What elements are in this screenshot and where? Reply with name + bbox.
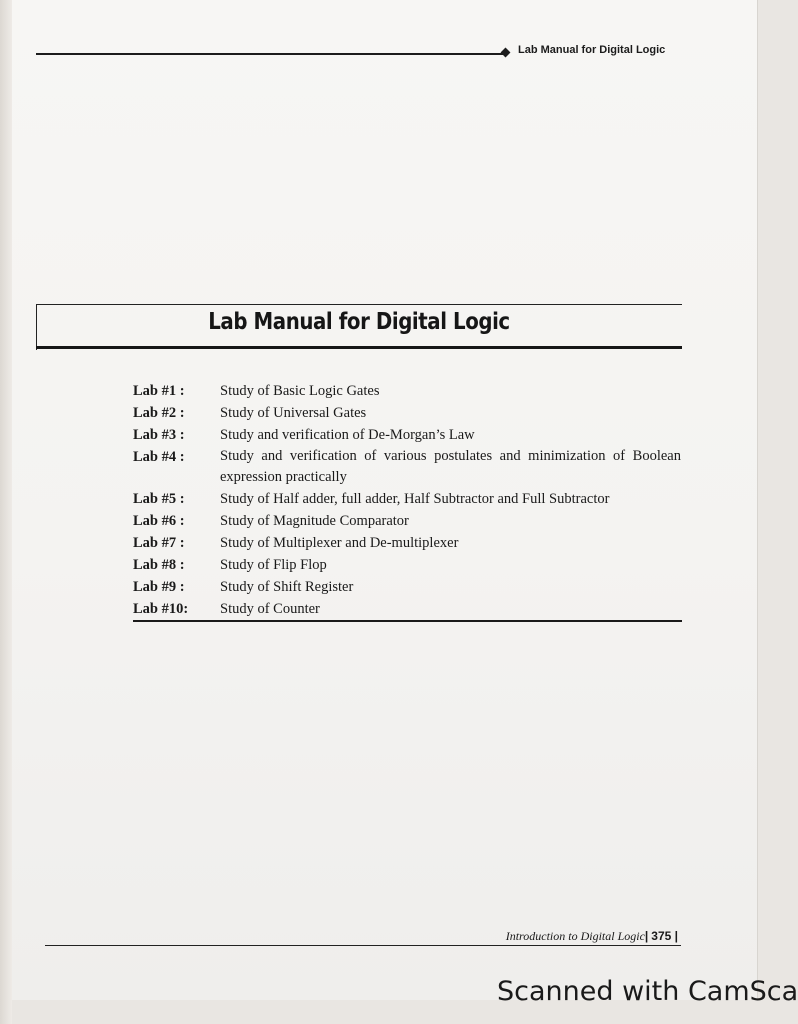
header-rule (36, 53, 506, 55)
lab-title: Study and verification of various postulates and minimization of Boolean expression practically (220, 448, 681, 485)
lab-title: Study of Universal Gates (220, 405, 367, 421)
lab-number: Lab #9 : (133, 579, 185, 595)
scanner-watermark: Scanned with CamSca (497, 976, 798, 1007)
lab-title: Study of Multiplexer and De-multiplexer (220, 535, 459, 551)
lab-number: Lab #6 : (133, 513, 185, 529)
lab-item (133, 576, 681, 598)
lab-item (133, 532, 681, 554)
lab-item (133, 488, 681, 510)
lab-title: Study of Shift Register (220, 579, 354, 595)
lab-list-bottom-rule (133, 620, 682, 622)
lab-number: Lab #10: (133, 601, 189, 617)
lab-item (133, 424, 681, 446)
chapter-title-left-rule (36, 304, 37, 350)
lab-title: Study of Basic Logic Gates (220, 383, 380, 399)
footer-separator: | (644, 929, 649, 943)
lab-item (133, 402, 681, 424)
running-header-title: Lab Manual for Digital Logic (518, 44, 666, 56)
lab-number: Lab #4 : (133, 449, 185, 465)
page-edge-shadow (0, 0, 12, 1024)
footer-rule (45, 945, 681, 946)
lab-title: Study of Flip Flop (220, 557, 327, 573)
chapter-title-bottom-rule (36, 346, 682, 349)
lab-item (133, 510, 681, 532)
lab-item (133, 554, 681, 576)
footer (506, 929, 678, 944)
lab-list (133, 380, 681, 620)
lab-item (133, 446, 681, 488)
lab-number: Lab #8 : (133, 557, 185, 573)
lab-title: Study of Counter (220, 601, 320, 617)
lab-number: Lab #1 : (133, 383, 185, 399)
lab-item (133, 598, 681, 620)
chapter-title: Lab Manual for Digital Logic (208, 309, 510, 335)
lab-number: Lab #3 : (133, 427, 185, 443)
lab-number: Lab #2 : (133, 405, 185, 421)
footer-book-title: Introduction to Digital Logic (505, 929, 645, 943)
chapter-title-top-rule (36, 304, 682, 305)
lab-title: Study and verification of De-Morgan’s Law (220, 427, 475, 443)
lab-title: Study of Magnitude Comparator (220, 513, 409, 529)
lab-number: Lab #5 : (133, 491, 185, 507)
page-number: 375 | (651, 929, 678, 943)
lab-number: Lab #7 : (133, 535, 185, 551)
lab-item (133, 380, 681, 402)
lab-title: Study of Half adder, full adder, Half Subtractor and Full Subtractor (220, 491, 610, 507)
